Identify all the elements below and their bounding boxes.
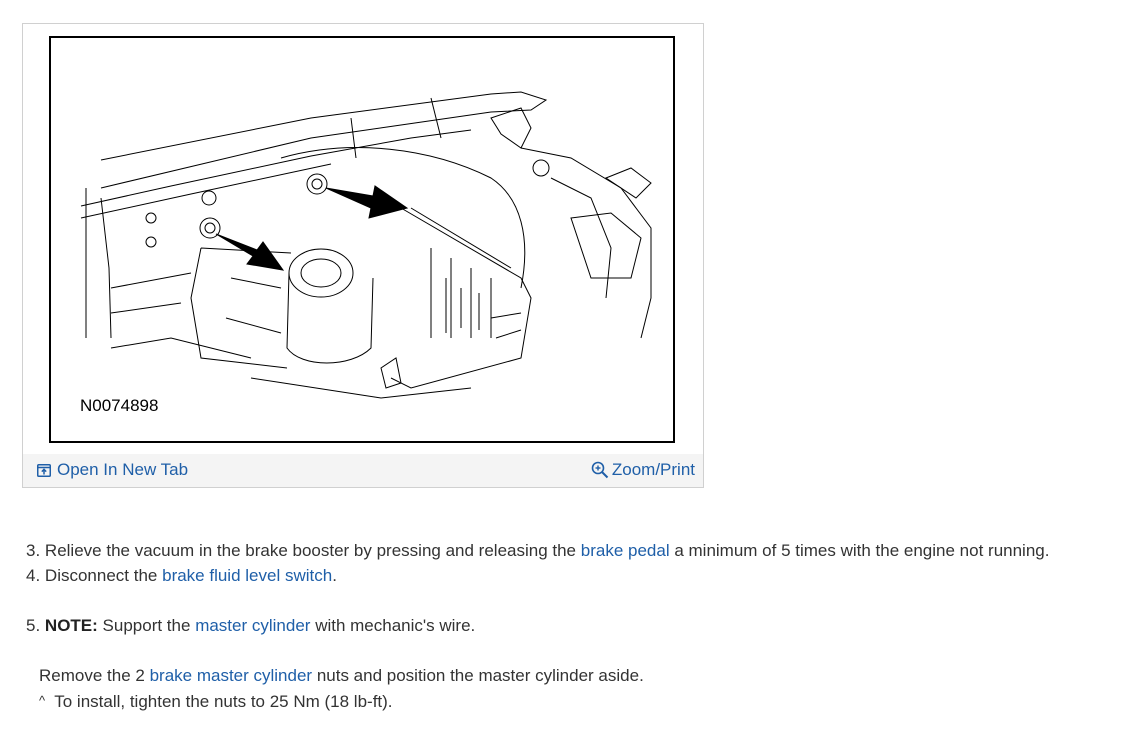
step-3 bbox=[26, 538, 1049, 563]
figure-card bbox=[22, 23, 704, 488]
install-marker: ^ bbox=[39, 693, 46, 708]
step-number: 4. bbox=[26, 566, 41, 585]
zoom-print-link[interactable] bbox=[591, 460, 695, 480]
step-text: . bbox=[332, 566, 337, 585]
zoom-print-label: Zoom/Print bbox=[611, 460, 695, 479]
open-in-new-tab-link[interactable] bbox=[37, 460, 188, 480]
brake-pedal-link[interactable]: brake pedal bbox=[580, 541, 670, 560]
step-number: 5. bbox=[26, 616, 41, 635]
open-in-new-tab-label: Open In New Tab bbox=[57, 460, 189, 479]
step-5 bbox=[26, 613, 1049, 638]
install-note bbox=[26, 688, 1049, 714]
step-text: Remove the 2 bbox=[39, 666, 145, 685]
step-4 bbox=[26, 563, 1049, 588]
brake-master-cylinder-link[interactable]: brake master cylinder bbox=[149, 666, 313, 685]
step-text: with mechanic's wire. bbox=[315, 616, 476, 635]
open-new-tab-icon bbox=[37, 464, 51, 477]
step-text: Disconnect the bbox=[44, 566, 158, 585]
figure-id: N0074898 bbox=[80, 396, 159, 415]
step-text: Relieve the vacuum in the brake booster by pressing and releasing the bbox=[44, 541, 577, 560]
master-cylinder-link[interactable]: master cylinder bbox=[195, 616, 311, 635]
zoom-in-icon bbox=[591, 461, 609, 479]
figure-toolbar bbox=[23, 454, 703, 487]
figure-illustration bbox=[49, 36, 675, 443]
step-5-detail bbox=[26, 663, 1049, 688]
step-text: Support the bbox=[102, 616, 191, 635]
step-text: a minimum of 5 times with the engine not running. bbox=[674, 541, 1050, 560]
step-text: nuts and position the master cylinder aside. bbox=[316, 666, 644, 685]
brake-fluid-level-switch-link[interactable]: brake fluid level switch bbox=[162, 566, 333, 585]
install-text: To install, tighten the nuts to 25 Nm (18 lb-ft). bbox=[54, 692, 393, 711]
step-number: 3. bbox=[26, 541, 41, 560]
master-cylinder-diagram bbox=[51, 38, 673, 441]
procedure-steps bbox=[26, 538, 1049, 714]
note-label: NOTE: bbox=[44, 616, 98, 635]
